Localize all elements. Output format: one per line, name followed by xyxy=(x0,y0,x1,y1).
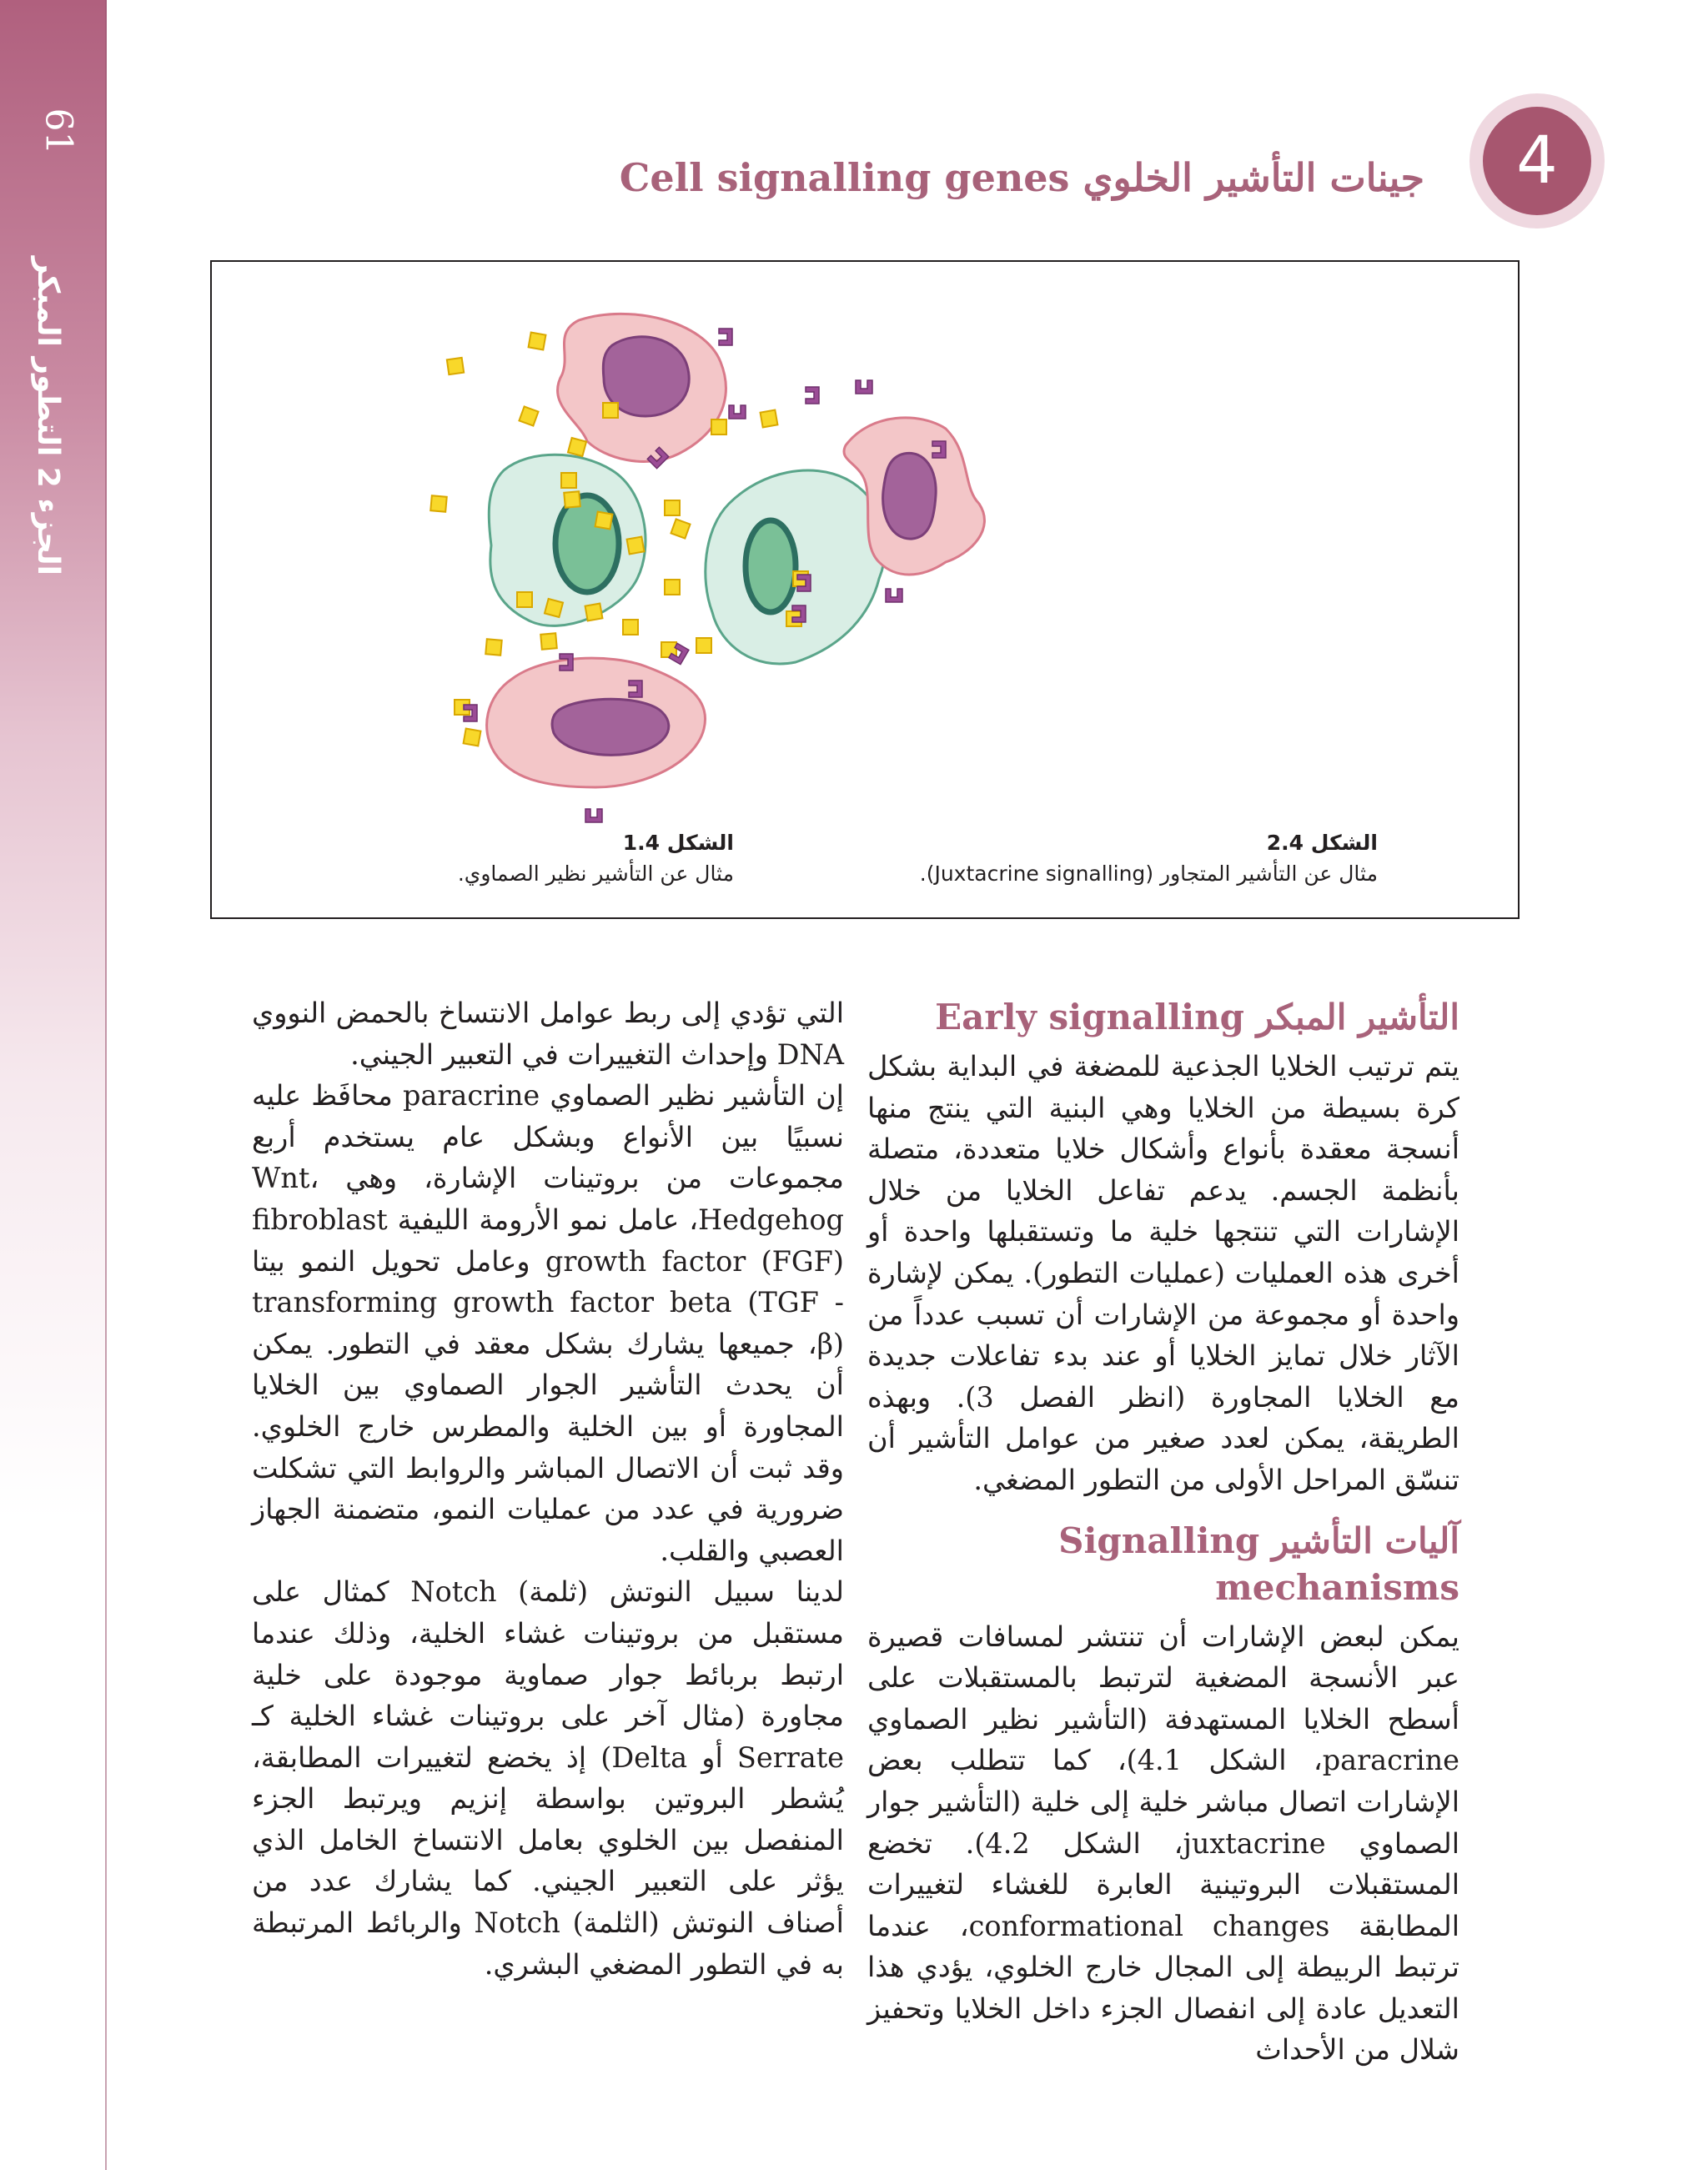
paragraph: يمكن لبعض الإشارات أن تنتشر لمسافات قصيرة عبر الأنسجة المضغية لترتبط بالمستقبلات على أسطح الخلايا المستهدفة (التأشير نظير الصماوي paracrine، الشكل 4.1)، كما تتطلب بعض الإشارات اتصال مباشر خلية إلى خلية (التأشير جوار الصماوي juxtacrine، الشكل 4.2). تخضع المستقبلات البروتينية العابرة للغشاء لتغييرات المطابقة conformational changes، عندما ترتبط الربيطة إلى المجال خارج الخلوي، يؤدي هذا التعديل عادة إلى انفصال الجزء داخل الخلايا وتحفيز شلال من الأحداث xyxy=(867,1620,1460,2067)
part-title: الجزء 2 التطور المبكر xyxy=(31,256,65,575)
ligand-molecule xyxy=(627,537,645,555)
cell-signalling-illustration xyxy=(212,262,1518,917)
receptor xyxy=(806,387,819,404)
nucleus xyxy=(883,453,937,539)
ligand-molecule xyxy=(665,500,680,515)
ligand-molecule xyxy=(464,729,481,746)
figure-caption-paracrine xyxy=(458,831,734,886)
nucleus xyxy=(555,495,619,592)
ligand-molecule xyxy=(447,358,464,374)
ligand-molecule xyxy=(623,620,638,635)
ligand-molecule xyxy=(761,410,778,428)
right-column xyxy=(867,994,1459,2071)
ligand-molecule xyxy=(671,519,690,538)
section-heading-signalling-mechanisms: آليات التأشير Signalling mechanisms xyxy=(1058,1520,1459,1608)
receptor xyxy=(585,809,602,822)
figure-caption-text: مثال عن التأشير نظير الصماوي. xyxy=(457,861,734,886)
paragraph: يتم ترتيب الخلايا الجذعية للمضغة في البداية بشكل كرة بسيطة من الخلايا وهي البنية التي ينتج منها أنسجة معقدة بأنواع وأشكال خلايا متعددة، متصلة بأنظمة الجسم. يدعم تفاعل الخلايا من خلال الإشارات التي تنتجها خلية ما وتستقبلها واحدة أو أخرى هذه العمليات (عمليات التطور). يمكن لإشارة واحدة أو مجموعة من الإشارات أن تسبب عدداً من الآثار خلال تمايز الخلايا أو عند بدء تفاعلات جديدة مع الخلايا المجاورة (انظر الفصل 3). وبهذه الطريقة، يمكن لعدد صغير من عوامل التأشير أن تنسّق المراحل الأولى من التطور المضغي. xyxy=(867,1050,1459,1496)
figure-caption-title: الشكل 1.4 xyxy=(622,831,734,855)
ligand-molecule xyxy=(517,592,532,607)
figure-caption-title: الشكل 2.4 xyxy=(1266,831,1378,855)
receptor xyxy=(729,405,746,419)
chapter-title: جينات التأشير الخلوي Cell signalling genes xyxy=(619,155,1424,200)
ligand-molecule xyxy=(519,406,538,425)
ligand-molecule xyxy=(564,491,580,508)
nucleus xyxy=(552,699,669,755)
nucleus xyxy=(746,520,796,612)
left-column xyxy=(252,992,844,1985)
ligand-molecule xyxy=(696,638,711,653)
figure-box xyxy=(210,260,1520,919)
ligand-molecule xyxy=(430,495,447,512)
ligand-molecule xyxy=(603,403,618,418)
ligand-molecule xyxy=(545,599,563,617)
sidebar-rule xyxy=(105,0,107,2170)
ligand-molecule xyxy=(485,639,502,656)
ligand-molecule xyxy=(711,419,726,435)
section-heading-early-signalling: التأشير المبكر Early signalling xyxy=(935,997,1459,1037)
receptor xyxy=(886,589,902,602)
ligand-molecule xyxy=(595,512,613,530)
paragraph: إن التأشير نظير الصماوي paracrine محافَظ عليه نسبيًا بين الأنواع وبشكل عام يستخدم أربع مجموعات من بروتينات الإشارة، وهي Wnt، Hedgehog، عامل نمو الأرومة الليفية fibroblast growth factor (FGF) وعامل تحويل النمو بيتا transforming growth factor beta (TGF - β)، جميعها يشارك بشكل معقد في التطور. يمكن أن يحدث التأشير الجوار الصماوي بين الخلايا المجاورة أو بين الخلية والمطرس خارج الخلوي. وقد ثبت أن الاتصال المباشر والروابط التي تشكلت ضرورية في عدد من عمليات النمو، متضمنة الجهاز العصبي والقلب. xyxy=(252,1079,844,1567)
receptor xyxy=(856,380,872,394)
paragraph: التي تؤدي إلى ربط عوامل الانتساخ بالحمض النووي DNA وإحداث التغييرات في التعبير الجيني. xyxy=(252,997,844,1071)
figure-caption-juxtacrine xyxy=(920,831,1378,886)
figure-caption-text: مثال عن التأشير المتجاور (Juxtacrine signalling). xyxy=(919,861,1378,886)
ligand-molecule xyxy=(540,633,557,650)
page-number: 61 xyxy=(37,108,80,155)
ligand-molecule xyxy=(529,333,546,350)
ligand-molecule xyxy=(665,580,680,595)
paragraph: لدينا سبيل النوتش (ثلمة) Notch كمثال على مستقبل من بروتينات غشاء الخلية، وذلك عندما ارتبط بربائط جوار صماوية موجودة على خلية مجاورة (مثال آخر على بروتينات غشاء الخلية كـ Serrate أو Delta) إذ يخضع لتغييرات المطابقة، يُشطر البروتين بواسطة إنزيم ويرتبط الجزء المنفصل بين الخلوي بعامل الانتساخ الخامل الذي يؤثر على التعبير الجيني. كما يشارك عدد من أصناف النوتش (الثلمة) Notch والربائط المرتبطة به في التطور المضغي البشري. xyxy=(252,1575,844,1981)
ligand-molecule xyxy=(585,604,603,621)
ligand-molecule xyxy=(568,438,586,456)
receptor xyxy=(719,329,732,345)
ligand-molecule xyxy=(561,473,576,488)
chapter-number-badge: 4 xyxy=(1483,107,1591,215)
